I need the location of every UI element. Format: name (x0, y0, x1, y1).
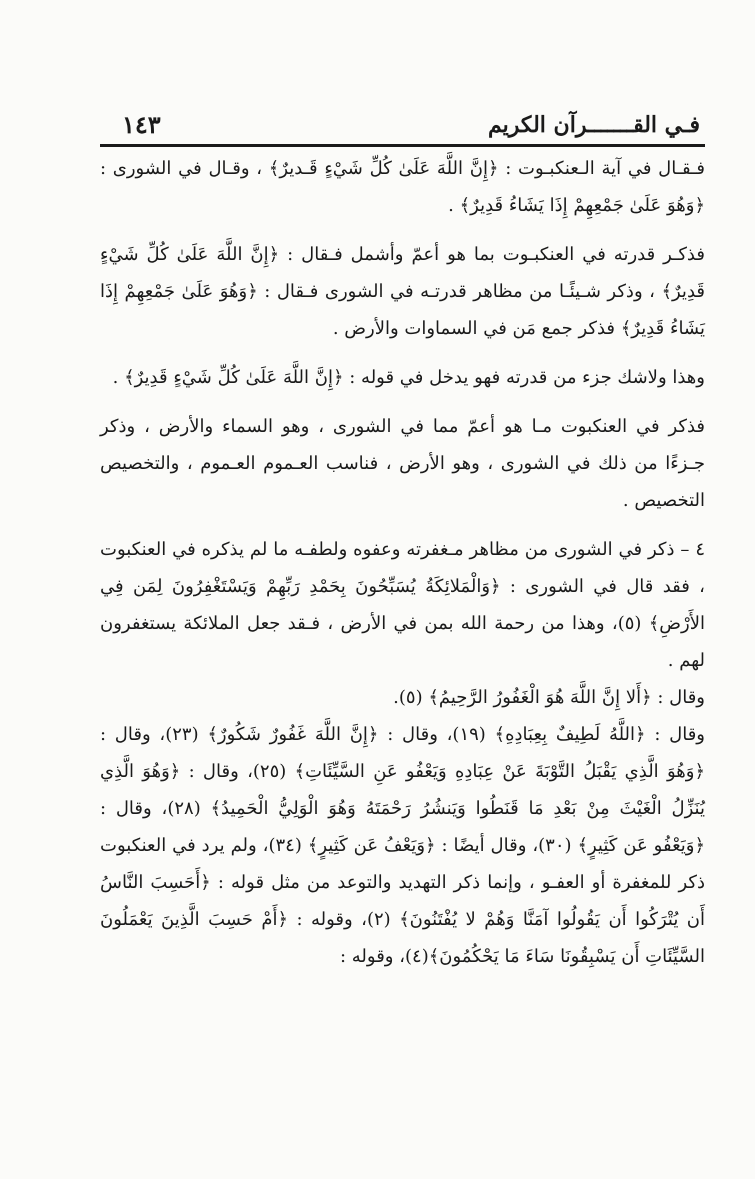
paragraph-6: وقال : ﴿أَلا إِنَّ اللَّهَ هُوَ الْغَفُورُ الرَّحِيمُ﴾ (٥). (393, 687, 705, 708)
body-text (100, 150, 705, 987)
running-title: فـي القـــــــرآن الكريم (488, 112, 700, 138)
paragraph-7: وقال : ﴿اللَّهُ لَطِيفٌ بِعِبَادِهِ﴾ (١٩)، وقال : ﴿إِنَّ اللَّهَ غَفُورٌ شَكُورٌ﴾ (٢٣)، وقال : ﴿وَهُوَ الَّذِي يَقْبَلُ التَّوْبَةَ عَنْ عِبَادِهِ وَيَعْفُو عَنِ السَّيِّئَاتِ﴾ (٢٥)، وقال : ﴿وَهُوَ الَّذِي يُنَزِّلُ الْغَيْثَ مِنْ بَعْدِ مَا قَنَطُوا وَيَنشُرُ رَحْمَتَهُ وَهُوَ الْوَلِيُّ الْحَمِيدُ﴾ (٢٨)، وقال : ﴿وَيَعْفُو عَن كَثِيرٍ﴾ (٣٠)، وقال أيضًا : ﴿وَيَعْفُ عَن كَثِيرٍ﴾ (٣٤)، ولم يرد في العنكبوت ذكر للمغفرة أو العفـو ، وإنما ذكر التهديد والتوعد من مثل قوله : ﴿أَحَسِبَ النَّاسُ أَن يُتْرَكُوا أَن يَقُولُوا آمَنَّا وَهُمْ لا يُفْتَنُونَ﴾ (٢)، وقوله : ﴿أَمْ حَسِبَ الَّذِينَ يَعْمَلُونَ السَّيِّئَاتِ أَن يَسْبِقُونَا سَاءَ مَا يَحْكُمُونَ﴾(٤)، وقوله : (100, 724, 706, 967)
page-header (100, 110, 700, 144)
paragraph-5: ٤ – ذكر في الشورى من مظاهر مـغفرته وعفوه ولطفـه ما لم يذكره في العنكبوت ، فقد قال في الشورى : ﴿وَالْمَلائِكَةُ يُسَبِّحُونَ بِحَمْدِ رَبِّهِمْ وَيَسْتَغْفِرُونَ لِمَن فِي الأَرْضِ﴾ (٥)، وهذا من رحمة الله بمن في الأرض ، فـقد جعل الملائكة يستغفرون لهم . (100, 539, 706, 671)
paragraph-2: فذكـر قدرته في العنكبـوت بما هو أعمّ وأشمل فـقال : ﴿إِنَّ اللَّهَ عَلَىٰ كُلِّ شَيْءٍ قَدِيرٌ﴾ ، وذكر شـيئًـا من مظاهر قدرتـه في الشورى فـقال : ﴿وَهُوَ عَلَىٰ جَمْعِهِمْ إِذَا يَشَاءُ قَدِيرٌ﴾ فذكر جمع مَن في السماوات والأرض . (100, 244, 705, 339)
page-number: ١٤٣ (122, 110, 161, 139)
paragraph-3: وهذا ولاشك جزء من قدرته فهو يدخل في قوله : ﴿إِنَّ اللَّهَ عَلَىٰ كُلِّ شَيْءٍ قَدِيرٌ﴾ . (112, 367, 705, 388)
paragraph-4: فذكر في العنكبوت مـا هو أعمّ مما في الشورى ، وهو السماء والأرض ، وذكر جـزءًا من ذلك في الشورى ، وهو الأرض ، فناسب العـموم العـموم ، والتخصيص التخصيص . (100, 416, 705, 511)
header-rule (100, 144, 705, 147)
paragraph-1: فـقـال في آية الـعنكبـوت : ﴿إِنَّ اللَّهَ عَلَىٰ كُلِّ شَيْءٍ قَـديرٌ﴾ ، وقـال في الشورى : ﴿وَهُوَ عَلَىٰ جَمْعِهِمْ إِذَا يَشَاءُ قَدِيرٌ﴾ . (100, 158, 705, 216)
